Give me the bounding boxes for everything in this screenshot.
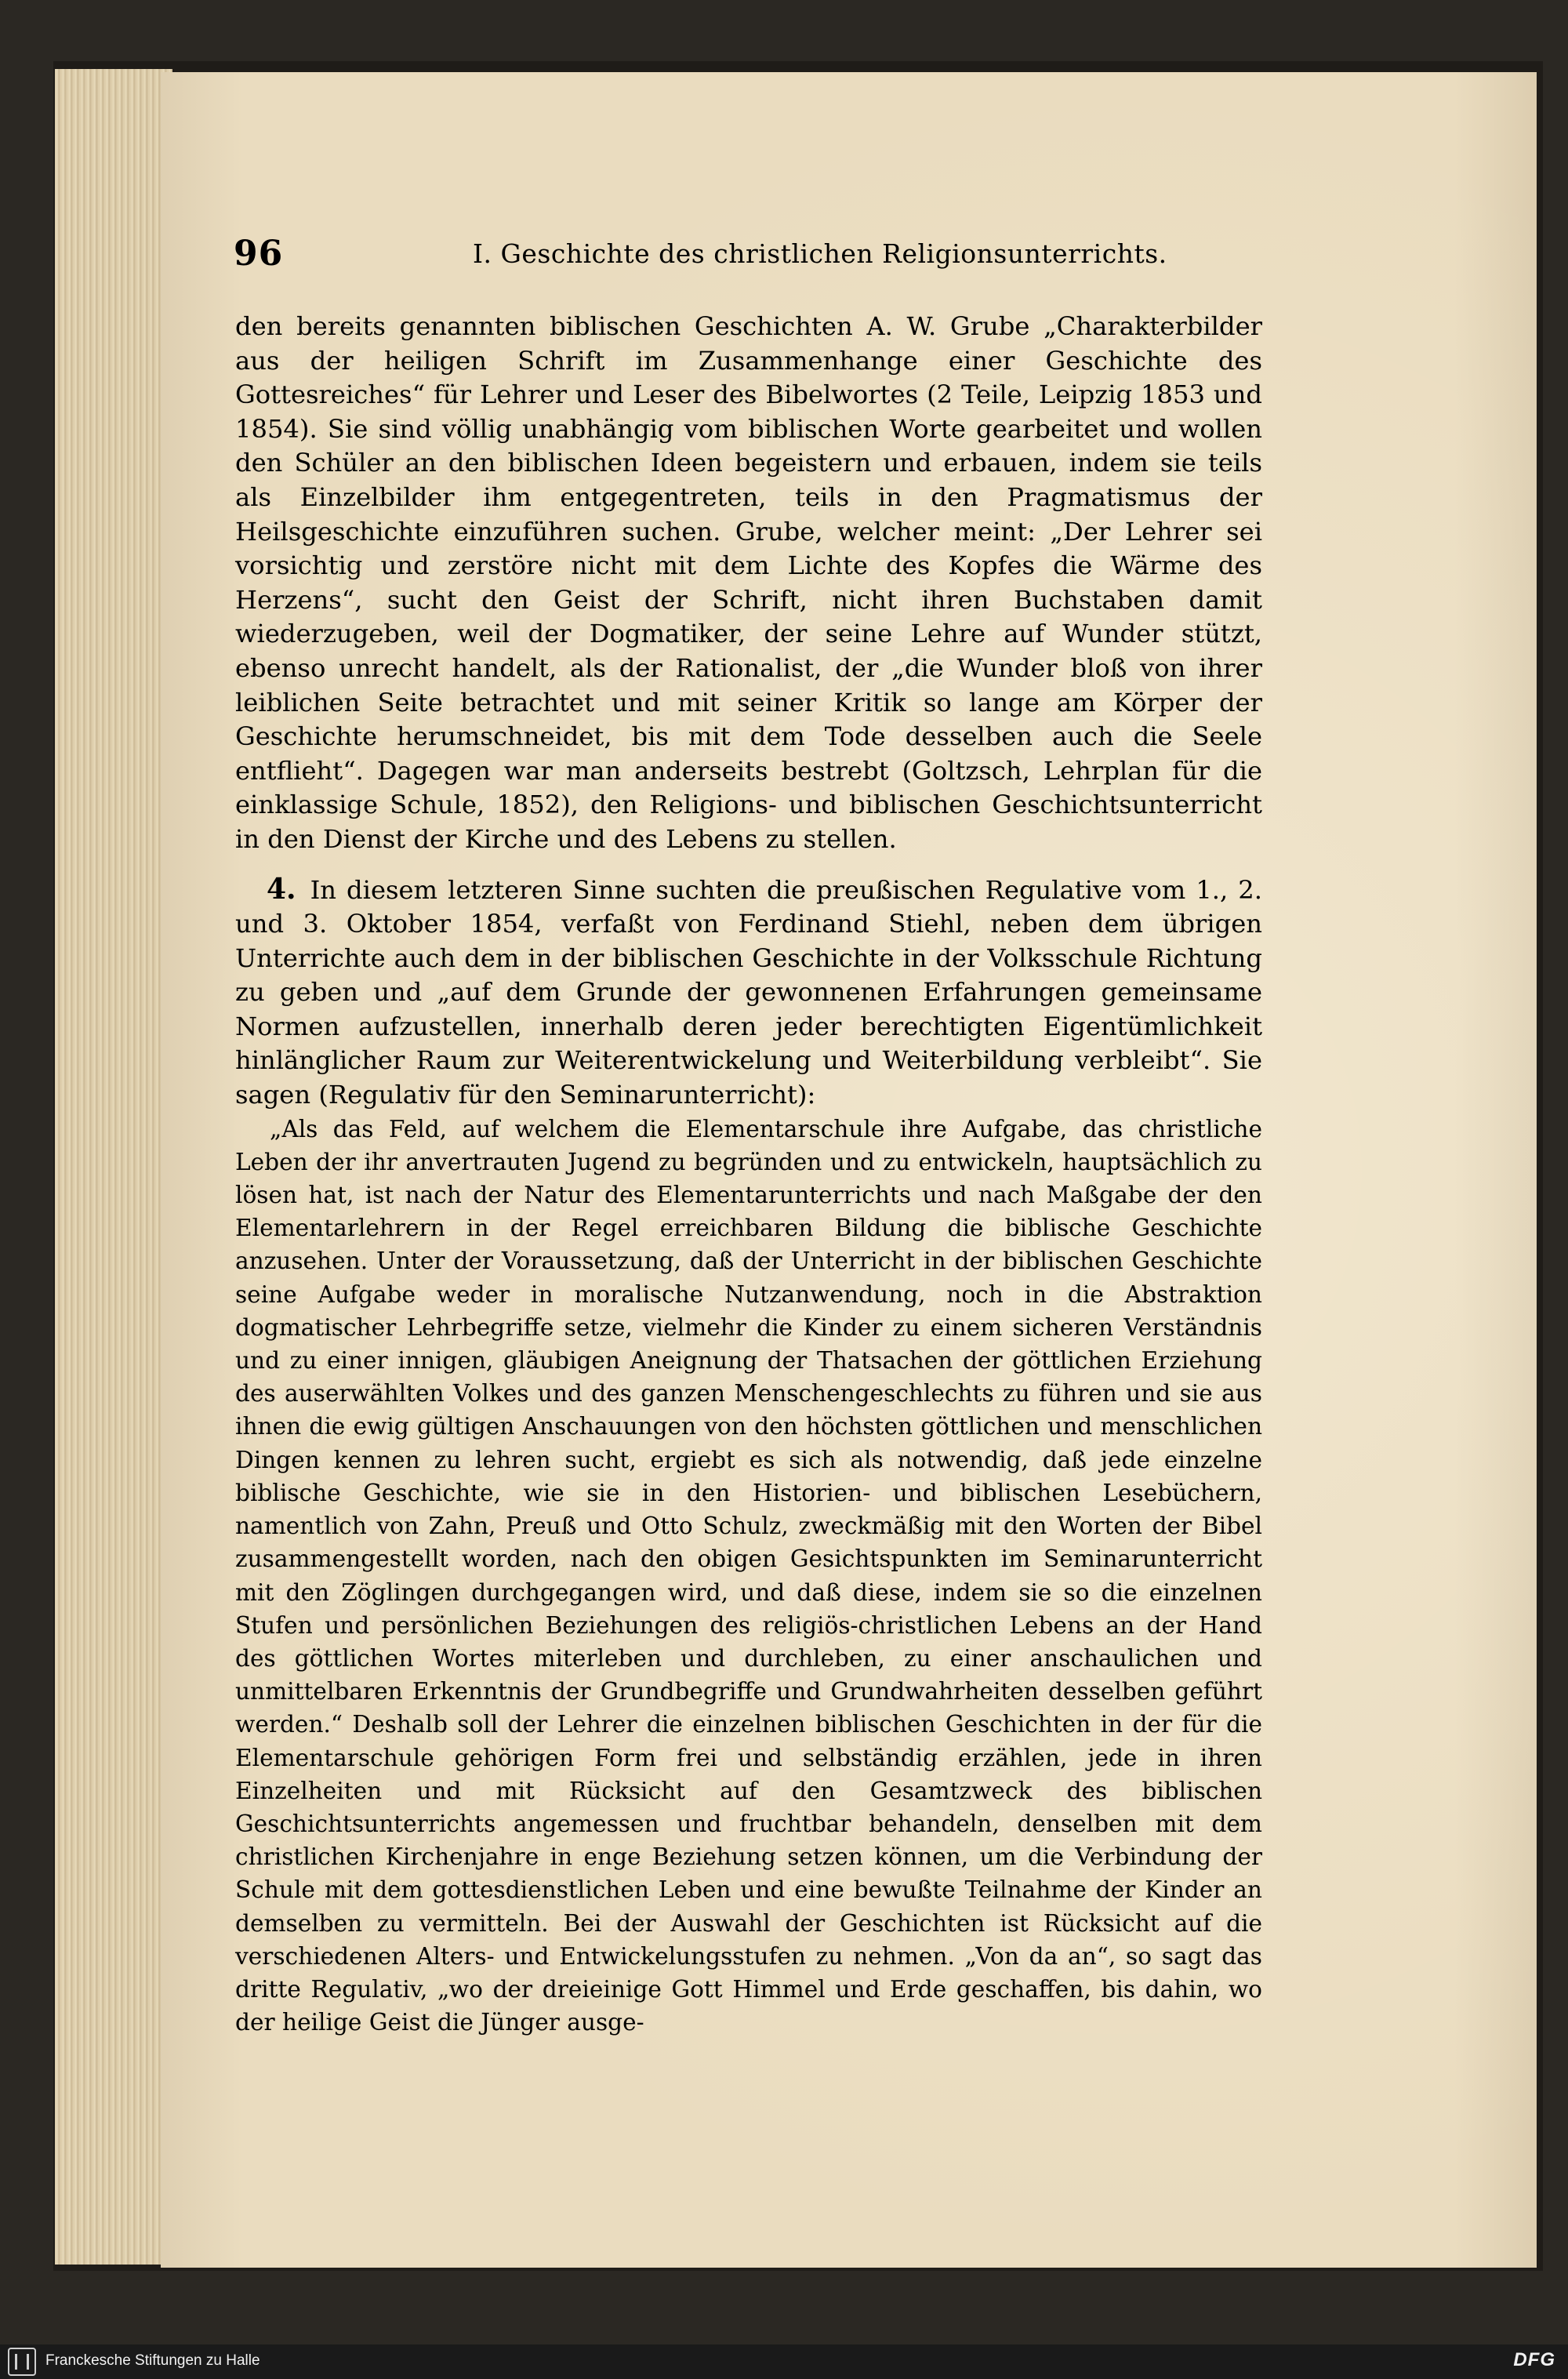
paragraph-2-text: In diesem letzteren Sinne suchten die preußischen Regulative vom 1., 2. und 3. Oktober 1854, verfaßt von Ferdinand Stiehl, neben dem übrigen Unterrichte auch dem in der biblischen Geschichte in der Volksschule Richtung zu geben und „auf dem Grunde der gewonnenen Erfahrungen gemeinsame Normen aufzustellen, innerhalb deren jeder berechtigten Eigentümlichkeit hinlänglicher Raum zur Weiterentwickelung und Weiterbildung verbleibt“. Sie sagen (Regulativ für den Seminarunterricht):	[235, 874, 1262, 1110]
paragraph-2	[235, 873, 1262, 1113]
body-text	[235, 310, 1262, 2090]
running-head: I. Geschichte des christlichen Religionsunterrichts.	[473, 238, 1167, 269]
page-edges	[55, 69, 172, 2265]
footer-bar	[0, 2344, 1568, 2379]
paragraph-1: den bereits genannten biblischen Geschichten A. W. Grube „Charakterbilder aus der heiligen Schrift im Zusammenhange einer Geschichte des Gottesreiches“ für Lehrer und Leser des Bibelwortes (2 Teile, Leipzig 1853 und 1854). Sie sind völlig unabhängig vom biblischen Worte gearbeitet und wollen den Schüler an den biblischen Ideen begeistern und erbauen, indem sie teils als Einzelbilder ihm entgegentreten, teils in den Pragmatismus der Heilsgeschichte einzuführen suchen. Grube, welcher meint: „Der Lehrer sei vorsichtig und zerstöre nicht mit dem Lichte des Kopfes die Wärme des Herzens“, sucht den Geist der Schrift, nicht ihren Buchstaben damit wiederzugeben, weil der Dogmatiker, der seine Lehre auf Wunder stützt, ebenso unrecht handelt, als der Rationalist, der „die Wunder bloß von ihrer leiblichen Seite betrachtet und mit seiner Kritik so lange am Körper der Geschichte herumschneidet, bis mit dem Tode desselben auch die Seele entflieht“. Dagegen war man anderseits bestrebt (Goltzsch, Lehrplan für die einklassige Schule, 1852), den Religions- und biblischen Geschichtsunterricht in den Dienst der Kirche und des Lebens zu stellen.	[235, 311, 1262, 854]
page-header	[234, 234, 1269, 289]
footer-institution: Franckesche Stiftungen zu Halle	[45, 2352, 260, 2369]
quote-paragraph: „Als das Feld, auf welchem die Elementarschule ihre Aufgabe, das christliche Leben der ihr anvertrauten Jugend zu begründen und zu entwickeln, hauptsächlich zu lösen hat, ist nach der Natur des Elementarunterrichts und nach Maßgabe der den Elementarlehrern in der Regel erreichbaren Bildung die biblische Geschichte anzusehen. Unter der Voraussetzung, daß der Unterricht in der biblischen Geschichte seine Aufgabe weder in moralische Nutzanwendung, noch in die Abstraktion dogmatischer Lehrbegriffe setze, vielmehr die Kinder zu einem sicheren Verständnis und zu einer innigen, gläubigen Aneignung der Thatsachen der göttlichen Erziehung des auserwählten Volkes und des ganzen Menschengeschlechts zu führen und sie aus ihnen die ewig gültigen Anschauungen von den höchsten göttlichen und menschlichen Dingen kennen zu lehren sucht, ergiebt es sich als notwendig, daß jede einzelne biblische Geschichte, wie sie in den Historien- und biblischen Lesebüchern, namentlich von Zahn, Preuß und Otto Schulz, zweckmäßig mit den Worten der Bibel zusammengestellt worden, nach den obigen Gesichtspunkten im Seminarunterricht mit den Zöglingen durchgegangen wird, und daß diese, indem sie so die einzelnen Stufen und persönlichen Beziehungen des religiös-christlichen Lebens an der Hand des göttlichen Wortes miterleben und durchleben, zu einer anschaulichen und unmittelbaren Erkenntnis der Grundbegriffe und Grundwahrheiten desselben geführt werden.“ Deshalb soll der Lehrer die einzelnen biblischen Geschichten in der für die Elementarschule gehörigen Form frei und selbständig erzählen, jede in ihren Einzelheiten und mit Rücksicht auf den Gesamtzweck des biblischen Geschichtsunterrichts angemessen und fruchtbar behandeln, denselben mit dem christlichen Kirchenjahre in enge Beziehung setzen können, um die Verbindung der Schule mit dem gottesdienstlichen Leben und eine bewußte Teilnahme der Kinder an demselben zu vermitteln. Bei der Auswahl der Geschichten ist Rücksicht auf die verschiedenen Alters- und Entwickelungsstufen zu nehmen. „Von da an“, so sagt das dritte Regulativ, „wo der dreieinige Gott Himmel und Erde geschaffen, bis dahin, wo der heilige Geist die Jünger ausge-	[235, 1115, 1262, 2036]
section-number: 4.	[267, 872, 296, 906]
page-number: 96	[234, 234, 284, 274]
dfg-logo: DFG	[1513, 2349, 1555, 2370]
institution-logo-icon	[8, 2348, 36, 2376]
